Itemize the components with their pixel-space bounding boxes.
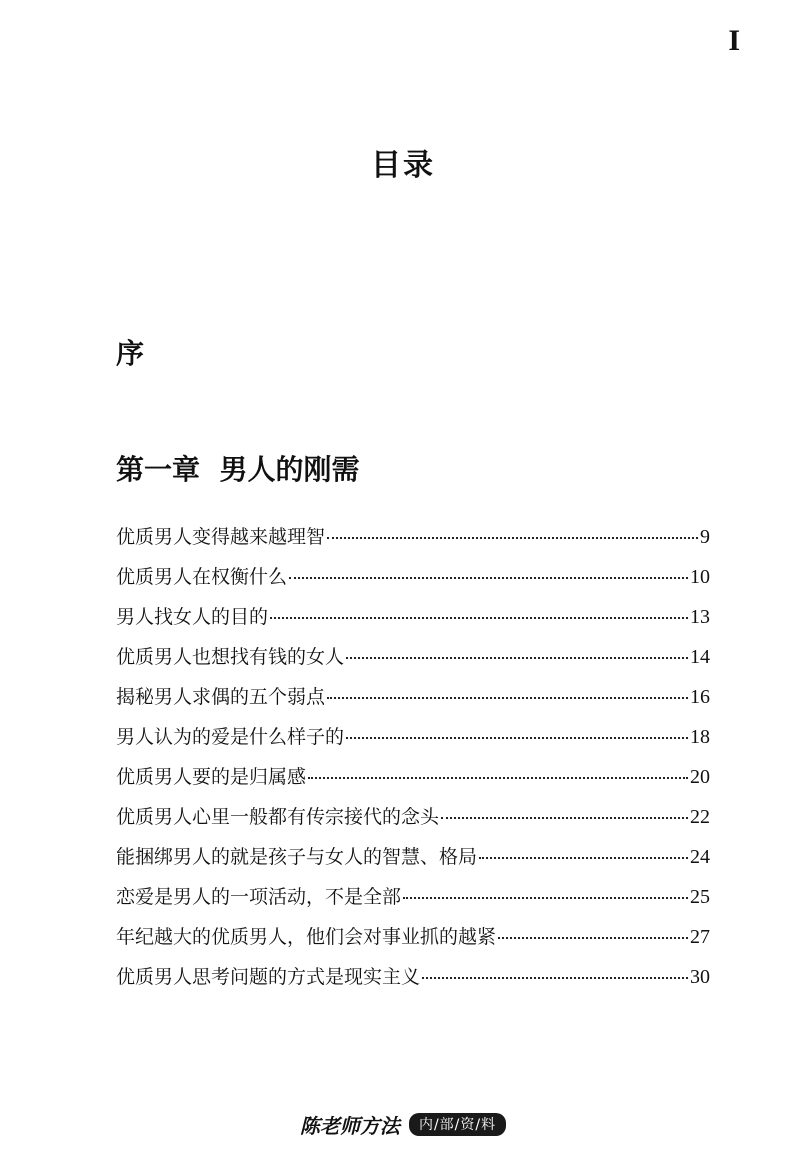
toc-leader-dots	[422, 977, 688, 979]
toc-entry[interactable]	[116, 562, 710, 602]
toc-leader-dots	[498, 937, 688, 939]
footer	[0, 1110, 806, 1139]
toc-entry[interactable]	[116, 682, 710, 722]
toc-entry-page: 14	[690, 646, 710, 668]
toc-entry[interactable]	[116, 522, 710, 562]
toc-entry-page: 27	[690, 926, 710, 948]
page-number: I	[728, 24, 740, 57]
toc-entry-page: 9	[700, 526, 710, 548]
footer-badge: 内/部/资/料	[409, 1113, 506, 1136]
toc-entry[interactable]	[116, 642, 710, 682]
toc-entry-title: 年纪越大的优质男人，他们会对事业抓的越紧	[116, 926, 497, 948]
footer-brand: 陈老师方法	[299, 1114, 400, 1138]
toc-entry-title: 揭秘男人求偶的五个弱点	[116, 686, 326, 708]
toc-entry[interactable]	[116, 962, 710, 1002]
toc-entry[interactable]	[116, 882, 710, 922]
toc-leader-dots	[346, 737, 688, 739]
toc-entry-title: 男人找女人的目的	[116, 606, 269, 628]
toc-leader-dots	[327, 537, 698, 539]
toc-entry-title: 优质男人心里一般都有传宗接代的念头	[116, 806, 440, 828]
toc-entry-title: 优质男人也想找有钱的女人	[116, 646, 345, 668]
toc-leader-dots	[270, 617, 688, 619]
toc-entry-page: 24	[690, 846, 710, 868]
toc-leader-dots	[403, 897, 688, 899]
toc-entry-page: 22	[690, 806, 710, 828]
toc-entry-title: 优质男人思考问题的方式是现实主义	[116, 966, 421, 988]
toc-leader-dots	[479, 857, 688, 859]
toc-entry-title: 男人认为的爱是什么样子的	[116, 726, 345, 748]
toc-entry[interactable]	[116, 802, 710, 842]
toc-entry[interactable]	[116, 762, 710, 802]
toc-entry-page: 10	[690, 566, 710, 588]
toc-entry-title: 能捆绑男人的就是孩子与女人的智慧、格局	[116, 846, 478, 868]
toc-entry-title: 优质男人在权衡什么	[116, 566, 288, 588]
toc-entry[interactable]	[116, 922, 710, 962]
toc-entry-page: 30	[690, 966, 710, 988]
preface-heading: 序	[116, 337, 145, 370]
toc-entry-title: 恋爱是男人的一项活动，不是全部	[116, 886, 402, 908]
toc-entry[interactable]	[116, 602, 710, 642]
chapter-heading: 第一章 男人的刚需	[116, 453, 360, 486]
toc-leader-dots	[441, 817, 688, 819]
toc-entry-page: 16	[690, 686, 710, 708]
toc-entry-page: 20	[690, 766, 710, 788]
page-title: 目录	[371, 148, 435, 183]
toc-entry-title: 优质男人变得越来越理智	[116, 526, 326, 548]
toc-entry-page: 25	[690, 886, 710, 908]
toc-leader-dots	[327, 697, 688, 699]
table-of-contents	[116, 522, 710, 1002]
toc-entry-page: 18	[690, 726, 710, 748]
toc-entry[interactable]	[116, 722, 710, 762]
toc-entry-page: 13	[690, 606, 710, 628]
toc-leader-dots	[289, 577, 688, 579]
toc-leader-dots	[346, 657, 688, 659]
toc-entry-title: 优质男人要的是归属感	[116, 766, 307, 788]
toc-leader-dots	[308, 777, 688, 779]
toc-entry[interactable]	[116, 842, 710, 882]
